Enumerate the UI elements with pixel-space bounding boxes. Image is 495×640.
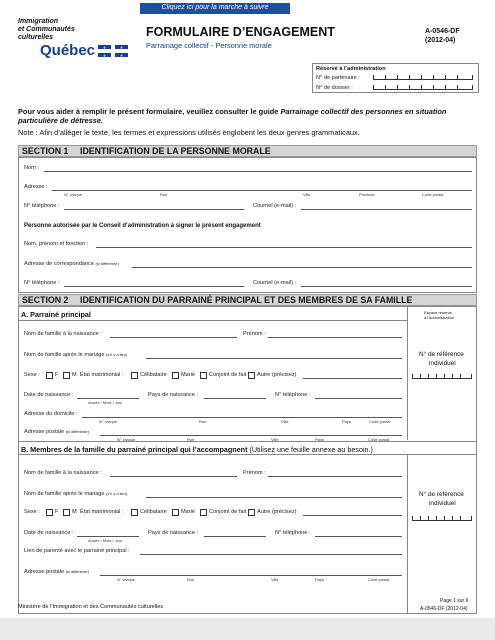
a-other-checkbox[interactable] (248, 372, 255, 379)
a-postal-postal-caption: Code postal (368, 437, 390, 442)
quebec-flag-icon (98, 45, 128, 57)
section-1-number: SECTION 1 (22, 146, 69, 156)
a-married-name-field[interactable] (146, 358, 402, 359)
b-phone-label: N° téléphone : (275, 530, 311, 536)
form-code: A-0546-DF (425, 28, 460, 35)
a-married-label: Marié (181, 372, 195, 378)
signer-phone-field[interactable] (64, 286, 244, 287)
intro-note: Note : Afin d’alléger le texte, les termes et expressions utilisés englobent les deux genres grammaticaux. (18, 128, 360, 137)
guide-title-1: Parrainage collectif des personnes en situation (280, 107, 447, 116)
b-sex-m-label: M (72, 509, 77, 515)
a-home-country-caption: Pays (342, 419, 351, 424)
a-marital-label: État matrimonial : (80, 372, 124, 378)
section-2-header (18, 294, 477, 306)
b-sex-f-checkbox[interactable] (46, 509, 53, 516)
form-subtitle: Parrainage collectif - Personne morale (146, 41, 272, 50)
b-married-label: Marié (181, 509, 195, 515)
subsection-b-title: B. Membres de la famille du parrainé principal qui l’accompagnent (Utilisez une feuille annexe au besoin.) (21, 445, 373, 454)
org-phone-field[interactable] (64, 209, 244, 210)
guide-title-2: particulière de détresse. (18, 116, 104, 125)
instructions-banner[interactable] (140, 3, 290, 14)
org-phone-label: N° téléphone : (24, 203, 60, 209)
b-common-law-checkbox[interactable] (200, 509, 207, 516)
a-postal-city-caption: Ville (271, 437, 279, 442)
svg-text:⚜: ⚜ (119, 53, 124, 57)
a-single-label: Célibataire (140, 372, 167, 378)
a-common-law-label: Conjoint de fait (209, 372, 247, 378)
b-relation-label: Lien de parenté avec le parrainé principal : (24, 548, 130, 554)
a-dob-field[interactable] (77, 398, 139, 399)
b-postal-street-caption: Rue (187, 577, 195, 582)
b-birth-name-label: Nom de famille à la naissance : (24, 470, 102, 476)
org-address-field[interactable] (52, 190, 472, 191)
addr-civic-caption: N° civique (64, 192, 83, 197)
a-firstname-field[interactable] (268, 337, 402, 338)
admin-box (312, 63, 479, 93)
a-single-checkbox[interactable] (131, 372, 138, 379)
b-sex-f-label: F (55, 509, 59, 515)
addr-postal-caption: Code postal (422, 192, 444, 197)
a-home-address-field[interactable] (82, 417, 402, 418)
section-2-title: IDENTIFICATION DU PARRAINÉ PRINCIPAL ET DES MEMBRES DE SA FAMILLE (80, 295, 413, 305)
intro-prefix: Pour vous aider à remplir le présent formulaire, veuillez consulter le guide (18, 107, 281, 116)
b-common-law-label: Conjoint de fait (209, 509, 247, 515)
logo-line-2: et Communautés (18, 26, 75, 33)
svg-text:⚜: ⚜ (102, 53, 107, 57)
subsection-a-title: A. Parrainé principal (21, 310, 91, 319)
b-dob-field[interactable] (77, 536, 139, 537)
section-1-header (18, 145, 477, 157)
a-home-address-label: Adresse du domicile : (24, 411, 78, 417)
a-firstname-label: Prénom : (243, 331, 266, 337)
correspondence-address-label: Adresse de correspondance (si différente) (24, 261, 119, 267)
org-name-label: Nom : (24, 165, 39, 171)
b-postal-civic-caption: N° civique (117, 577, 136, 582)
signer-fullname-label: Nom, prénom et fonction : (24, 241, 89, 247)
a-sex-m-label: M (72, 372, 77, 378)
ministry-logo (18, 18, 138, 60)
a-country-label: Pays de naissance : (148, 392, 199, 398)
a-sex-label: Sexe : (24, 372, 40, 378)
a-postal-street-caption: Rue (187, 437, 195, 442)
a-sex-m-checkbox[interactable] (63, 372, 70, 379)
admin-column-b (407, 455, 477, 614)
signer-email-field[interactable] (301, 286, 472, 287)
a-phone-label: N° téléphone : (275, 392, 311, 398)
page-bottom-shade (0, 618, 495, 640)
subsection-a-bar (18, 307, 407, 321)
form-title: FORMULAIRE D’ENGAGEMENT (146, 25, 335, 39)
addr-street-caption: Rue (160, 192, 168, 197)
b-reference-label-2: individuel (429, 500, 456, 507)
svg-text:⚜: ⚜ (119, 45, 124, 50)
org-email-field[interactable] (301, 209, 472, 210)
b-birth-name-field[interactable] (110, 476, 237, 477)
footer-code: A-0546-DF (2012-04) (420, 606, 468, 612)
b-reference-number-field[interactable] (412, 514, 472, 521)
a-other-label: Autre (précisez) (257, 372, 297, 378)
b-phone-field[interactable] (315, 536, 402, 537)
a-sex-f-checkbox[interactable] (46, 372, 53, 379)
a-birth-name-field[interactable] (110, 337, 237, 338)
a-married-name-label: Nom de famille après le mariage (s’il y a lieu) (24, 352, 128, 358)
signer-phone-label: N° téléphone : (24, 280, 60, 286)
a-country-field[interactable] (204, 398, 266, 399)
org-email-label: Courriel (e-mail) : (253, 203, 297, 209)
a-sex-f-label: F (55, 372, 59, 378)
b-postal-address-label: Adresse postale (si différente) (24, 569, 89, 575)
signer-fullname-field[interactable] (96, 247, 472, 248)
a-reference-label-1: N° de référence (419, 351, 464, 358)
partner-number-label: N° de partenaire : (316, 75, 360, 81)
b-other-checkbox[interactable] (248, 509, 255, 516)
b-other-field[interactable] (303, 515, 402, 516)
b-postal-postal-caption: Code postal (368, 577, 390, 582)
b-married-checkbox[interactable] (172, 509, 179, 516)
form-date: (2012-04) (425, 37, 456, 44)
addr-province-caption: Province (359, 192, 375, 197)
b-reference-label-1: N° de référence (419, 491, 464, 498)
authorized-person-heading: Personne autorisée par le Conseil d’administration à signer le présent engagement (24, 223, 261, 229)
a-reference-label-2: individuel (429, 360, 456, 367)
b-relation-field[interactable] (140, 554, 402, 555)
svg-text:⚜: ⚜ (102, 45, 107, 50)
b-postal-address-field[interactable] (100, 575, 402, 576)
correspondence-address-field[interactable] (132, 267, 472, 268)
b-married-name-field[interactable] (146, 497, 402, 498)
b-country-label: Pays de naissance : (148, 530, 199, 536)
b-sex-m-checkbox[interactable] (63, 509, 70, 516)
logo-wordmark: Québec (40, 42, 96, 59)
a-other-field[interactable] (303, 378, 402, 379)
section-2-number: SECTION 2 (22, 295, 69, 305)
file-number-label: N° de dossier : (316, 85, 353, 91)
org-name-field[interactable] (44, 171, 472, 172)
b-married-name-label: Nom de famille après le mariage (s’il y a lieu) (24, 491, 128, 497)
a-postal-address-label: Adresse postale (si différente) (24, 429, 89, 435)
a-phone-field[interactable] (315, 398, 402, 399)
b-single-checkbox[interactable] (131, 509, 138, 516)
footer-ministry: Ministère de l’Immigration et des Communautés culturelles (18, 604, 164, 610)
b-dob-format: Année / Mois / Jour (88, 538, 123, 543)
a-reference-number-field[interactable] (412, 372, 472, 379)
section-1-title: IDENTIFICATION DE LA PERSONNE MORALE (80, 146, 271, 156)
instructions-banner-label: Cliquez ici pour la marche à suivre (161, 4, 269, 11)
b-postal-country-caption: Pays (315, 577, 324, 582)
b-postal-city-caption: Ville (271, 577, 279, 582)
b-marital-label: État matrimonial : (80, 509, 124, 515)
a-birth-name-label: Nom de famille à la naissance : (24, 331, 102, 337)
a-dob-label: Date de naissance : (24, 392, 74, 398)
b-firstname-field[interactable] (268, 476, 402, 477)
org-address-label: Adresse : (24, 184, 48, 190)
footer-page: Page 1 sur 6 (440, 598, 469, 604)
signer-email-label: Courriel (e-mail) : (253, 280, 297, 286)
a-home-civic-caption: N° civique (99, 419, 118, 424)
addr-city-caption: Ville (303, 192, 311, 197)
a-home-street-caption: Rue (199, 419, 207, 424)
logo-line-3: culturelles (18, 34, 54, 41)
a-postal-country-caption: Pays (315, 437, 324, 442)
b-dob-label: Date de naissance : (24, 530, 74, 536)
a-home-city-caption: Ville (281, 419, 289, 424)
a-postal-address-field[interactable] (100, 435, 402, 436)
intro-text (18, 107, 480, 125)
file-number-field[interactable] (373, 83, 473, 90)
reserved-note-2: à l’administration (424, 315, 455, 320)
subsection-b-bar (18, 441, 477, 455)
a-postal-civic-caption: N° civique (117, 437, 136, 442)
b-country-field[interactable] (204, 536, 266, 537)
logo-line-1: Immigration (18, 18, 59, 25)
a-married-checkbox[interactable] (172, 372, 179, 379)
b-firstname-label: Prénom : (243, 470, 266, 476)
reserved-note-1: Espace réservé (424, 310, 452, 315)
a-home-postal-caption: Code postal (369, 419, 391, 424)
b-sex-label: Sexe : (24, 509, 40, 515)
partner-number-field[interactable] (373, 73, 473, 80)
b-single-label: Célibataire (140, 509, 167, 515)
b-other-label: Autre (précisez) (257, 509, 297, 515)
admin-box-title: Réservé à l’administration (316, 66, 386, 72)
a-common-law-checkbox[interactable] (200, 372, 207, 379)
a-dob-format: Année / Mois / Jour (88, 400, 123, 405)
